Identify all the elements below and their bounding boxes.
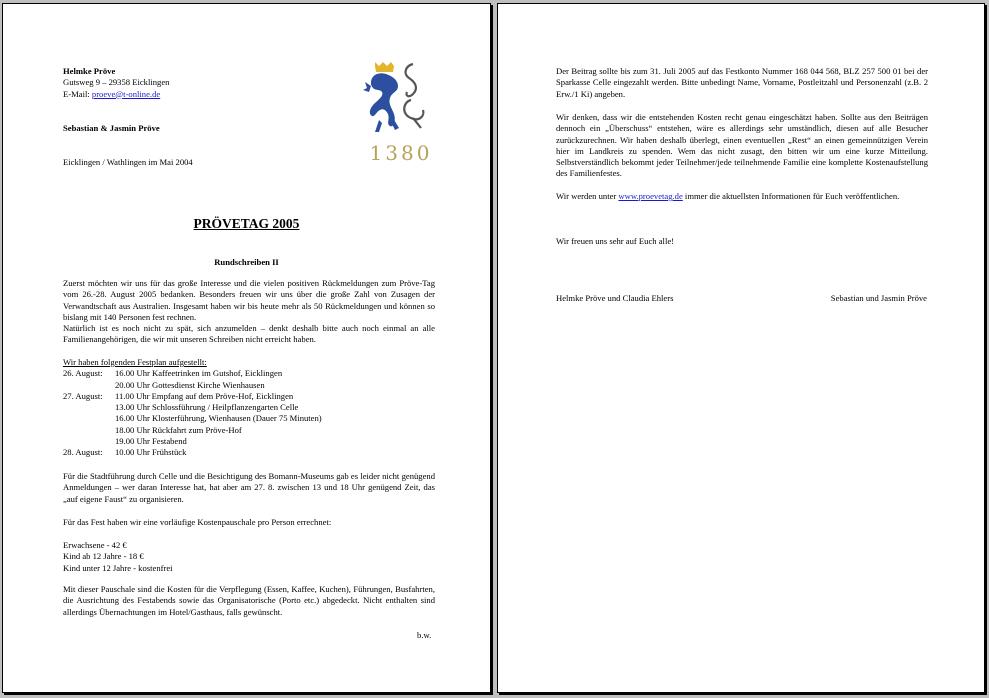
surplus-paragraph: Wir denken, dass wir die entstehenden Kosten recht genau eingeschätzt haben. Sollte aus den Beiträgen dennoch ein „Überschuss“ entstehen, wäre es allerdings sehr umständlich, diesen auf alle Besucher zurückzurechnen. Wir haben deshalb überlegt, einen eventuellen „Rest“ an einen gemeinnützigen Verein hier im Landkreis zu spenden. Wem das nicht zusagt, den bitten wir um eine kurze Mitteilung. Selbstverständlich bekommt jeder Teilnehmer/jede teilnehmende Familie eine komplette Kostenaufstellung des Familienfestes. <box>556 112 928 179</box>
email-link[interactable]: proeve@t-online.de <box>91 88 161 99</box>
schedule-row: 27. August: 11.00 Uhr Empfang auf dem Pröve-Hof, Eicklingen <box>63 390 294 401</box>
cost-item: Kind ab 12 Jahre - 18 € <box>63 551 144 562</box>
family-crest-logo <box>363 56 439 164</box>
intro-paragraph: Zuerst möchten wir uns für das große Interesse und die vielen positiven Rückmeldungen zum Pröve-Tag vom 26.-28. August 2005 bedanken. Besonders freuen wir uns über die große Zahl von Zusagen der Verwandtschaft aus Australien. Insgesamt haben wir bis heute mehr als 50 Rückmeldungen und können so bislang mit 140 Personen fest rechnen. <box>63 278 435 322</box>
schedule-row: 16.00 Uhr Klosterführung, Wienhausen (Dauer 75 Minuten) <box>115 413 322 424</box>
cosender-name: Sebastian & Jasmin Pröve <box>63 123 160 133</box>
costs-intro: Für das Fest haben wir eine vorläufige Kostenpauschale pro Person errechnet: <box>63 517 332 527</box>
page-subtitle: Rundschreiben II <box>214 257 279 267</box>
turn-over-note: b.w. <box>417 630 432 640</box>
schedule-heading: Wir haben folgenden Festplan aufgestellt: <box>63 357 207 367</box>
intro-text <box>63 278 435 346</box>
info-paragraph: Wir werden unter www.proevetag.de immer die aktuellsten Informationen für Euch veröffentlichen. <box>556 191 900 201</box>
closing-line: Wir freuen uns sehr auf Euch alle! <box>556 236 675 246</box>
payment-paragraph: Der Beitrag sollte bis zum 31. Juli 2005 auf das Festkonto Nummer 168 044 568, BLZ 257 500 01 bei der Sparkasse Celle eingezahlt werden. Bitte unbedingt Name, Vorname, Postleitzahl und Personenzahl (z.B. 2 Erw./1 Ki) angeben. <box>556 66 928 99</box>
sender-name: Helmke Pröve <box>63 66 116 76</box>
sender-block <box>63 66 169 100</box>
schedule-row: 19.00 Uhr Festabend <box>115 436 187 447</box>
schedule-row: 26. August: 16.00 Uhr Kaffeetrinken im Gutshof, Eicklingen <box>63 368 283 379</box>
schedule-block <box>63 357 322 459</box>
website-link[interactable]: www.proevetag.de <box>618 191 683 201</box>
cost-item: Kind unter 12 Jahre - kostenfrei <box>63 562 173 573</box>
schedule-row: 13.00 Uhr Schlossführung / Heilpflanzengarten Celle <box>115 402 299 413</box>
costs-note: Mit dieser Pauschale sind die Kosten für die Verpflegung (Essen, Kaffee, Kuchen), Führungen, Busfahrten, die Ausrichtung des Festabends sowie das Organisatorische (Porto etc.) abgedeckt. Nicht enthalten sind allerdings Übernachtungen im Hotel/Gasthaus, falls gewünscht. <box>63 584 435 617</box>
schedule-row: 18.00 Uhr Rückfahrt zum Pröve-Hof <box>115 424 242 435</box>
sender-address: Gutsweg 9 – 29358 Eicklingen <box>63 77 170 88</box>
crest-year: 1380 <box>369 141 433 164</box>
page-title: PRÖVETAG 2005 <box>193 216 300 231</box>
place-date: Eicklingen / Wathlingen im Mai 2004 <box>63 157 193 167</box>
stadtfuehrung-paragraph: Für die Stadtführung durch Celle und die Besichtigung des Bomann-Museums gab es leider nicht genügend Anmeldungen – wer daran Interesse hat, hat aber am 27. 8. zwischen 13 und 18 Uhr genügend Zeit, das „auf eigene Faust“ zu organisieren. <box>63 471 435 504</box>
schedule-row: 28. August: 10.00 Uhr Frühstück <box>63 447 187 458</box>
sender-email: E-Mail: proeve@t-online.de <box>63 88 161 99</box>
cost-item: Erwachsene - 42 € <box>63 540 127 550</box>
schedule-row: 20.00 Uhr Gottesdienst Kirche Wienhausen <box>115 379 265 390</box>
signature-right: Sebastian und Jasmin Pröve <box>830 293 927 303</box>
signature-left: Helmke Pröve und Claudia Ehlers <box>556 293 674 303</box>
document-page-1 <box>2 3 491 693</box>
costs-list <box>63 540 173 574</box>
document-page-2 <box>497 3 985 693</box>
intro-paragraph: Natürlich ist es noch nicht zu spät, sich anzumelden – denkt deshalb bitte auch noch einmal an alle Familienangehörigen, die wir mit unseren Schreiben nicht erreicht haben. <box>63 323 435 345</box>
